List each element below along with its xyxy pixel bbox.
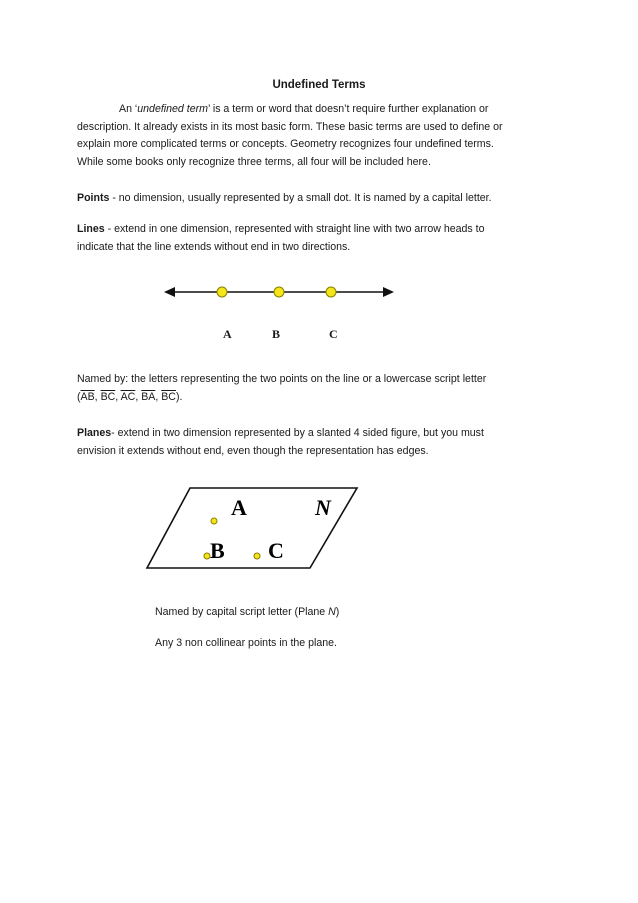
intro-text: An ‘: [119, 103, 138, 115]
line-label-a: A: [223, 327, 232, 341]
line-label-c: C: [329, 327, 338, 341]
lines-term: Lines: [77, 223, 105, 235]
paren-close: ).: [175, 390, 183, 403]
segment-ab: $\overline{AB}$: [80, 390, 95, 403]
planes-text-1: - extend in two dimension represented by a slanted 4 sided figure, but you must: [111, 427, 484, 439]
named-by-segments: [77, 389, 567, 407]
page-title: Undefined Terms: [272, 79, 366, 91]
intro-line-3: explain more complicated terms or concepts. Geometry recognizes four undefined terms.: [77, 138, 494, 150]
plane-named-close: ): [335, 606, 340, 618]
point-c: [326, 287, 336, 297]
lines-text-2: indicate that the line extends without end in two directions.: [77, 240, 351, 253]
named-by-line-1: Named by: the letters representing the two points on the line or a lowercase script letter: [77, 373, 487, 385]
intro-line-1: [77, 101, 567, 119]
line-figure: [160, 278, 400, 308]
planes-text-2: envision it extends without end, even though the representation has edges.: [77, 444, 429, 457]
separator: ,: [94, 390, 101, 403]
plane-label-c: C: [268, 538, 284, 563]
plane-named-text: Named by capital script letter (Plane: [155, 606, 329, 618]
intro-text-cont: ’ is a term or word that doesn’t require further explanation or: [207, 103, 489, 115]
segment-bc: $\overline{BC}$: [100, 390, 116, 403]
intro-line-4: While some books only recognize three terms, all four will be included here.: [77, 155, 431, 168]
segment-bc-2: $\overline{BC}$: [161, 390, 176, 403]
point-b: [274, 287, 284, 297]
plane-point-a: [211, 518, 217, 524]
separator: ,: [155, 390, 162, 403]
separator: ,: [135, 390, 142, 403]
planes-term: Planes: [77, 427, 112, 439]
line-label-b: B: [272, 327, 281, 341]
left-arrow-head: [164, 287, 175, 297]
points-text: - no dimension, usually represented by a small dot. It is named by a capital letter.: [109, 192, 492, 204]
segment-ba: $\overline{BA}$: [141, 390, 156, 403]
intro-paragraph: [77, 101, 567, 171]
intro-line-2: description. It already exists in its most basic form. These basic terms are used to define or: [77, 120, 503, 133]
plane-figure: [143, 484, 365, 576]
points-term: Points: [77, 192, 110, 204]
points-definition: [77, 190, 567, 208]
segment-ac: $\overline{AC}$: [120, 390, 136, 403]
paren-open: (: [77, 390, 81, 403]
plane-point-c: [254, 553, 260, 559]
plane-points-text: Any 3 non collinear points in the plane.: [155, 637, 337, 649]
plane-naming: [155, 604, 575, 622]
plane-label-a: A: [231, 495, 247, 520]
plane-label-b: B: [210, 538, 225, 563]
separator: ,: [115, 390, 121, 403]
right-arrow-head: [383, 287, 394, 297]
plane-named-letter: N: [328, 606, 336, 618]
plane-label-n: N: [315, 495, 331, 520]
plane-points-note: [155, 635, 575, 653]
line-naming: [77, 371, 567, 406]
lines-definition: [77, 221, 567, 256]
planes-definition: [77, 425, 567, 460]
point-a: [217, 287, 227, 297]
intro-italic-term: undefined term: [137, 103, 208, 115]
lines-text-1: - extend in one dimension, represented with straight line with two arrow heads to: [104, 223, 485, 235]
